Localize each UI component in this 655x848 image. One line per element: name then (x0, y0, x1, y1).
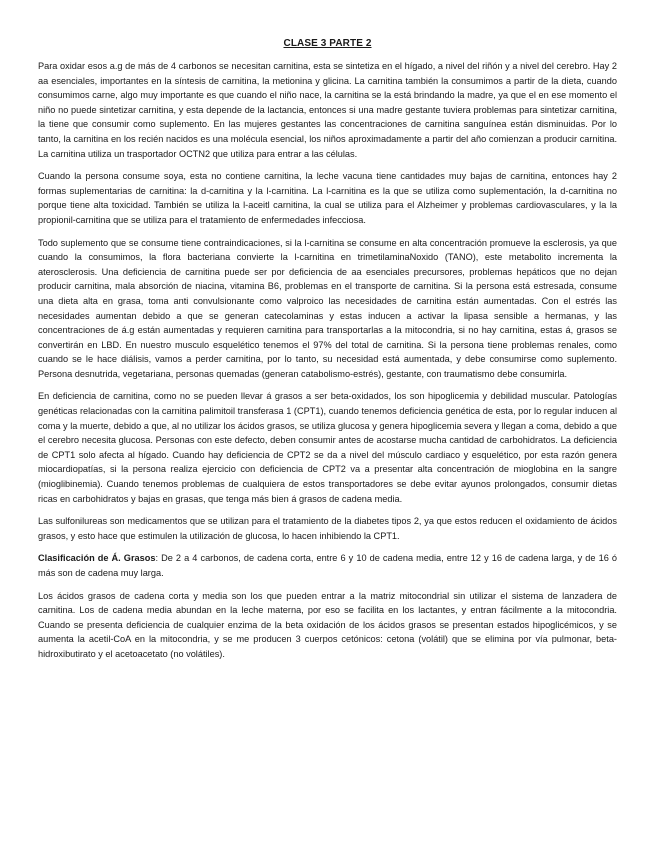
paragraph-fatty-acid-classification (38, 551, 617, 580)
paragraph-sulfonylureas: Las sulfonilureas son medicamentos que se utilizan para el tratamiento de la diabetes tipos 2, ya que estos reducen el oxidamiento de ácidos grasos, y esto hace que estimulen la utilización de glucosa, lo hacen inhibiendo la CPT1. (38, 516, 617, 541)
paragraph-carnitine-synthesis: Para oxidar esos a.g de más de 4 carbonos se necesitan carnitina, esta se sintetiza en el hígado, a nivel del riñón y a nivel del cerebro. Hay 2 aa esenciales, importantes en la síntesis de carnitina, la metionina y glicina. La carnitina también la consumimos a partir de la dieta, cuando consumimos carne, algo muy importante es que cuando el niño nace, la carnitina se la está brindando la madre, ya que el en ese momento el niño no puede sintetizar carnitina, y esta depende de la lactancia, entonces si una madre gestante tuviera problemas para sintetizar carnitina, la tiene que consumir como suplemento. En las mujeres gestantes las concentraciones de carnitina sanguínea están disminuidas. Por lo tanto, la carnitina en los recién nacidos es una molécula esencial, los niños aproximadamente a partir del año comienzan a producir carnitina. La carnitina utiliza un trasportador OCTN2 que utiliza para entrar a las células. (38, 61, 617, 159)
classification-heading: Clasificación de Á. Grasos (38, 553, 156, 564)
classification-text: : De 2 a 4 carbonos, de cadena corta, entre 6 y 10 de cadena media, entre 12 y 16 de cadena larga, y de 16 ó más son de cadena muy larga. (38, 553, 617, 578)
paragraph-carnitine-deficiency: En deficiencia de carnitina, como no se pueden llevar á grasos a ser beta-oxidados, los son hipoglicemia y debilidad muscular. Patologías genéticas relacionadas con la carnitina palimitoil transferasa 1 (CPT1), cuando tenemos deficiencia genética de esta, por lo regular inducen al coma y la muerte, debido a que, al no utilizar los ácidos grasos, se utiliza glucosa y genera hipoglicemia severa y llegan a coma, debido a que el cerebro necesita glucosa. Personas con este defecto, deben consumir antes de acostarse mucha cantidad de carbohidratos. La deficiencia de CPT1 solo afecta al hígado. Cuando hay deficiencia de CPT2 se da a nivel del músculo cardiaco y esquelético, por esta razón genera miocardiopatías, si la persona realiza ejercicio con deficiencia de CPT2 va a presentar alta concentración de mioglobina en la sangre (mioglibinemia). Cuando tenemos problemas de cualquiera de estos transportadores se debe evitar ayunos prolongados, consumir dietas ricas en carbohidratos y bajas en grasas, que tenga más bien á grasos de cadena media. (38, 391, 617, 504)
paragraph-contraindications: Todo suplemento que se consume tiene contraindicaciones, si la l-carnitina se consume en alta concentración promueve la esclerosis, ya que cuando la consumimos, la flora bacteriana convierte la l-carnitina en trimetilaminaNoxido (TANO), este metabolito incrementa la aterosclerosis. Una deficiencia de carnitina puede ser por deficiencia de aa esenciales precursores, problemas hepáticos que no dejan producir carnitina, mala absorción de niacina, vitamina B6, problemas en el transporte de carnitina. Si la persona está estresada, consume una dieta alta en grasa, toma anti convulsionante como valproico las necesidades de carnitina están aumentadas. Con el estrés las necesidades aumentan debido a que se generan catecolaminas y estas inducen a activar la lipasa sensible a hermanas, y las concentraciones de á.g están aumentadas y requieren carnitina para transportarlas a la mitocondria, si no hay carnitina, estas á, grasos se convertirán en LBD. En nuestro musculo esquelético tenemos el 97% del total de carnitina. Si la persona tiene problemas renales, como cuando se le hace diálisis, vamos a perder carnitina, por lo tanto, su necesidad está aumentada, y debe consumirse como suplemento. Persona desnutrida, vegetariana, personas quemadas (generan catabolismo-estrés), gestante, con traumatismo debe consumirla. (38, 237, 617, 379)
paragraph-short-medium-chain: Los ácidos grasos de cadena corta y media son los que pueden entrar a la matriz mitocondrial sin utilizar el sistema de lanzadera de carnitina. Los de cadena media abundan en la leche materna, por eso se facilita en los lactantes, y entran fácilmente a la mitocondria. Cuando se presenta deficiencia de cualquier enzima de la beta oxidación de los ácidos grasos se presentan estados hipoglicémicos, y se aumenta la acetil-CoA en la mitocondria, y se me producen 3 cuerpos cetónicos: cetona (volátil) que se elimina por vía pulmonar, beta-hidroxibutirato y el acetoacetato (no volátiles). (38, 590, 617, 659)
page-title: CLASE 3 PARTE 2 (283, 38, 372, 49)
paragraph-carnitine-supplements: Cuando la persona consume soya, esta no contiene carnitina, la leche vacuna tiene cantidades muy bajas de carnitina, entonces hay 2 formas suplementarias de carnitina: la d-carnitina y la l-carnitina. La l-carnitina es la que se utiliza como suplementación, la d-carnitina no porque tiene alta toxicidad. También se utiliza la l-aceitl carnitina, la cual se utiliza para el Alzheimer y problemas cardiovasculares, y la la propionil-carnitina que se utiliza para el tratamiento de enfermedades infecciosa. (38, 171, 617, 225)
